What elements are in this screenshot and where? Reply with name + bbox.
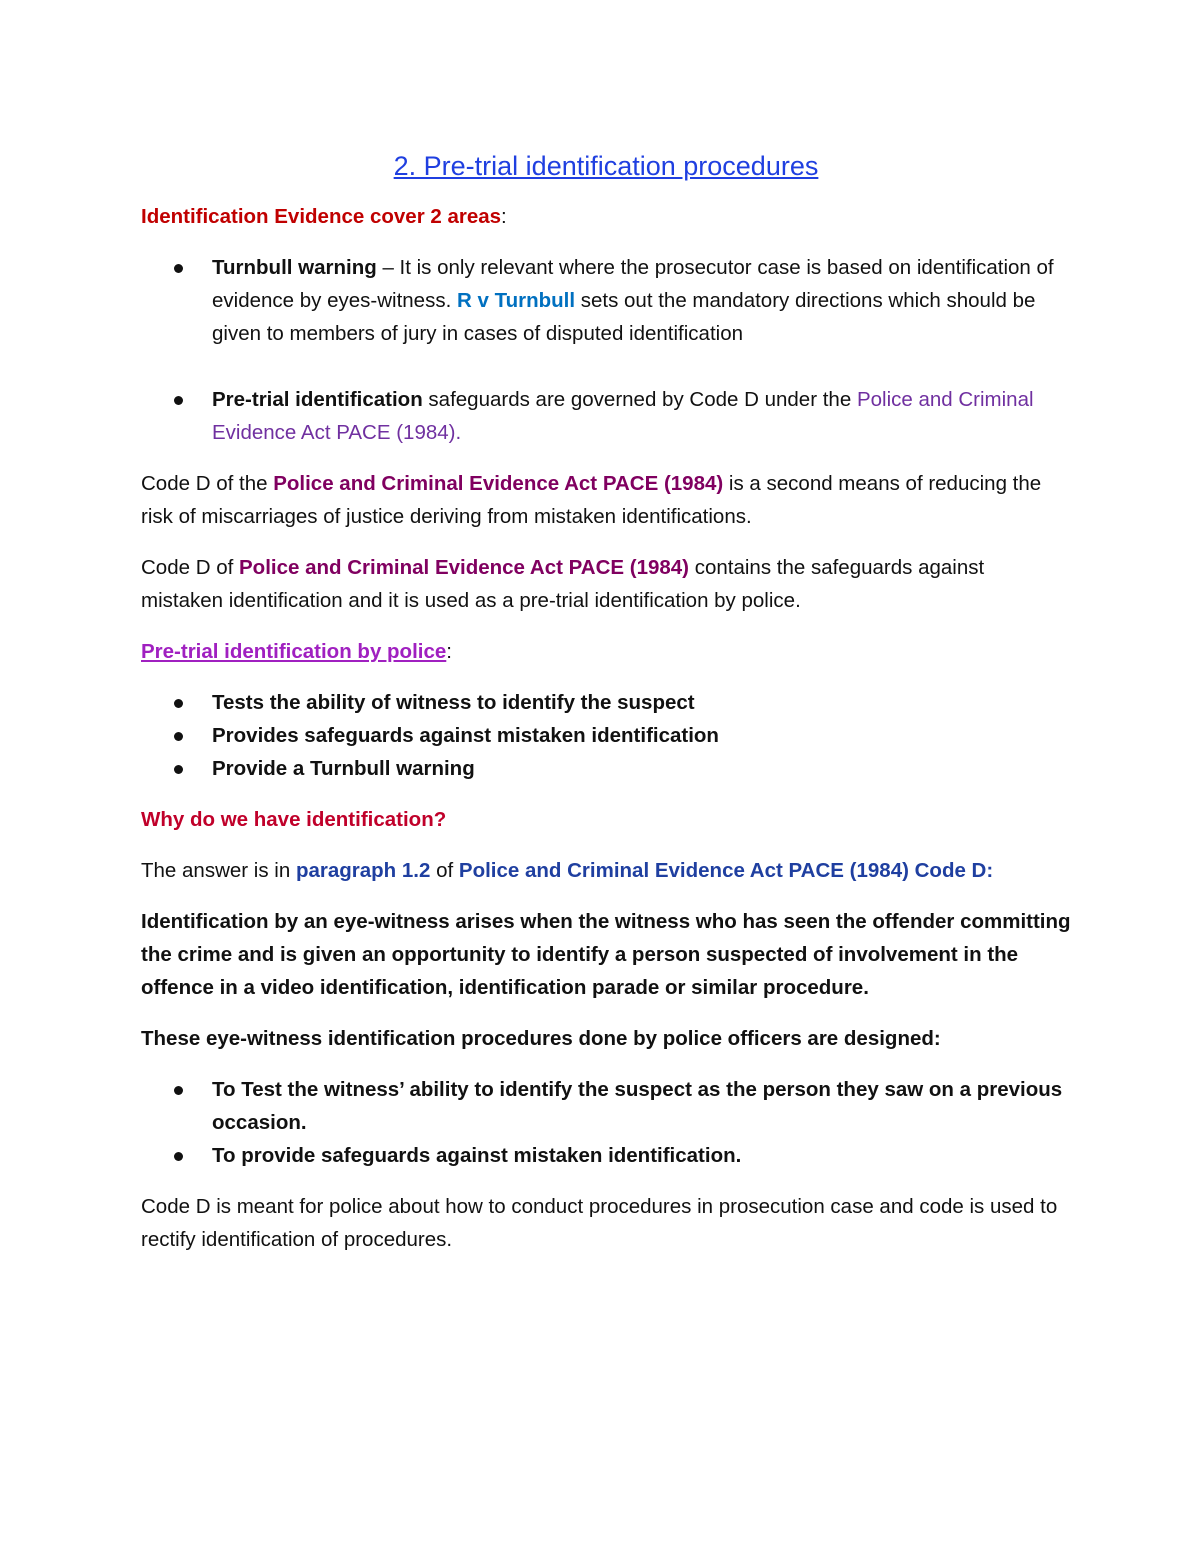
areas-list xyxy=(141,251,1071,449)
bullet-icon xyxy=(174,732,183,741)
list-item xyxy=(141,1073,1071,1139)
bullet-icon xyxy=(174,1152,183,1161)
answer-line xyxy=(141,854,1071,887)
intro-colon: : xyxy=(501,205,507,228)
paragraph-code-d-1 xyxy=(141,467,1071,533)
definition-paragraph: Identification by an eye-witness arises when the witness who has seen the offender committing the crime and is given an opportunity to identify a person suspected of involvement in the offence in a video identification, identification parade or similar procedure. xyxy=(141,910,1071,999)
pretrial-text: safeguards are governed by Code D under the xyxy=(422,388,857,411)
list-item-text: To provide safeguards against mistaken identification. xyxy=(212,1144,742,1167)
list-item xyxy=(141,251,1071,350)
police-heading-colon: : xyxy=(446,640,452,663)
pace-act: Police and Criminal Evidence Act PACE (1984) xyxy=(273,472,724,495)
pretrial-term: Pre-trial identification xyxy=(212,388,423,411)
list-item-text: Provides safeguards against mistaken identification xyxy=(212,724,719,747)
document-page xyxy=(141,140,1071,1256)
case-name: R v Turnbull xyxy=(456,289,576,312)
turnbull-term: Turnbull warning xyxy=(212,256,377,279)
turnbull-text-a: – It is only relevant where the prosecutor case is based on identification of evidence by eyes-witness. xyxy=(212,256,1054,312)
list-item xyxy=(141,1139,1071,1172)
pace-act: Police and Criminal Evidence Act PACE (1984) xyxy=(239,556,690,579)
list-item-text: Provide a Turnbull warning xyxy=(212,757,475,780)
para2-pre: Code D of xyxy=(141,556,239,579)
police-heading xyxy=(141,635,1071,668)
page-title: 2. Pre-trial identification procedures xyxy=(393,151,819,181)
para1-pre: Code D of the xyxy=(141,472,274,495)
bullet-icon xyxy=(174,396,183,405)
intro-line xyxy=(141,200,1071,233)
bullet-icon xyxy=(174,699,183,708)
closing-paragraph: Code D is meant for police about how to conduct procedures in prosecution case and code is used to rectify identification of procedures. xyxy=(141,1195,1058,1251)
list-item-text: Tests the ability of witness to identify the suspect xyxy=(212,691,695,714)
bullet-icon xyxy=(174,765,183,774)
answer-mid: of xyxy=(430,859,459,882)
designed-paragraph: These eye-witness identification procedures done by police officers are designed: xyxy=(141,1027,941,1050)
list-item xyxy=(141,686,1071,719)
pace-code-d: Police and Criminal Evidence Act PACE (1984) Code D: xyxy=(458,859,994,882)
designed-list xyxy=(141,1073,1071,1172)
answer-pre: The answer is in xyxy=(141,859,296,882)
police-heading-label: Pre-trial identification by police xyxy=(141,640,447,663)
paragraph-code-d-2 xyxy=(141,551,1071,617)
list-item xyxy=(141,752,1071,785)
list-item xyxy=(141,719,1071,752)
para2-post: contains the safeguards against mistaken identification and it is used as a pre-trial identification by police. xyxy=(141,556,985,612)
police-list xyxy=(141,686,1071,785)
para1-post: is a second means of reducing the risk of miscarriages of justice deriving from mistaken identifications. xyxy=(141,472,1042,528)
pace-act-link: Police and Criminal Evidence Act PACE (1984). xyxy=(212,388,1034,444)
list-item-text: To Test the witness’ ability to identify the suspect as the person they saw on a previous occasion. xyxy=(212,1078,1063,1134)
paragraph-ref: paragraph 1.2 xyxy=(295,859,431,882)
bullet-icon xyxy=(174,1086,183,1095)
intro-label: Identification Evidence cover 2 areas xyxy=(141,205,502,228)
list-item xyxy=(141,383,1071,449)
turnbull-text-b: sets out the mandatory directions which should be given to members of jury in cases of disputed identification xyxy=(212,289,1036,345)
question-heading: Why do we have identification? xyxy=(141,808,447,831)
bullet-icon xyxy=(174,264,183,273)
